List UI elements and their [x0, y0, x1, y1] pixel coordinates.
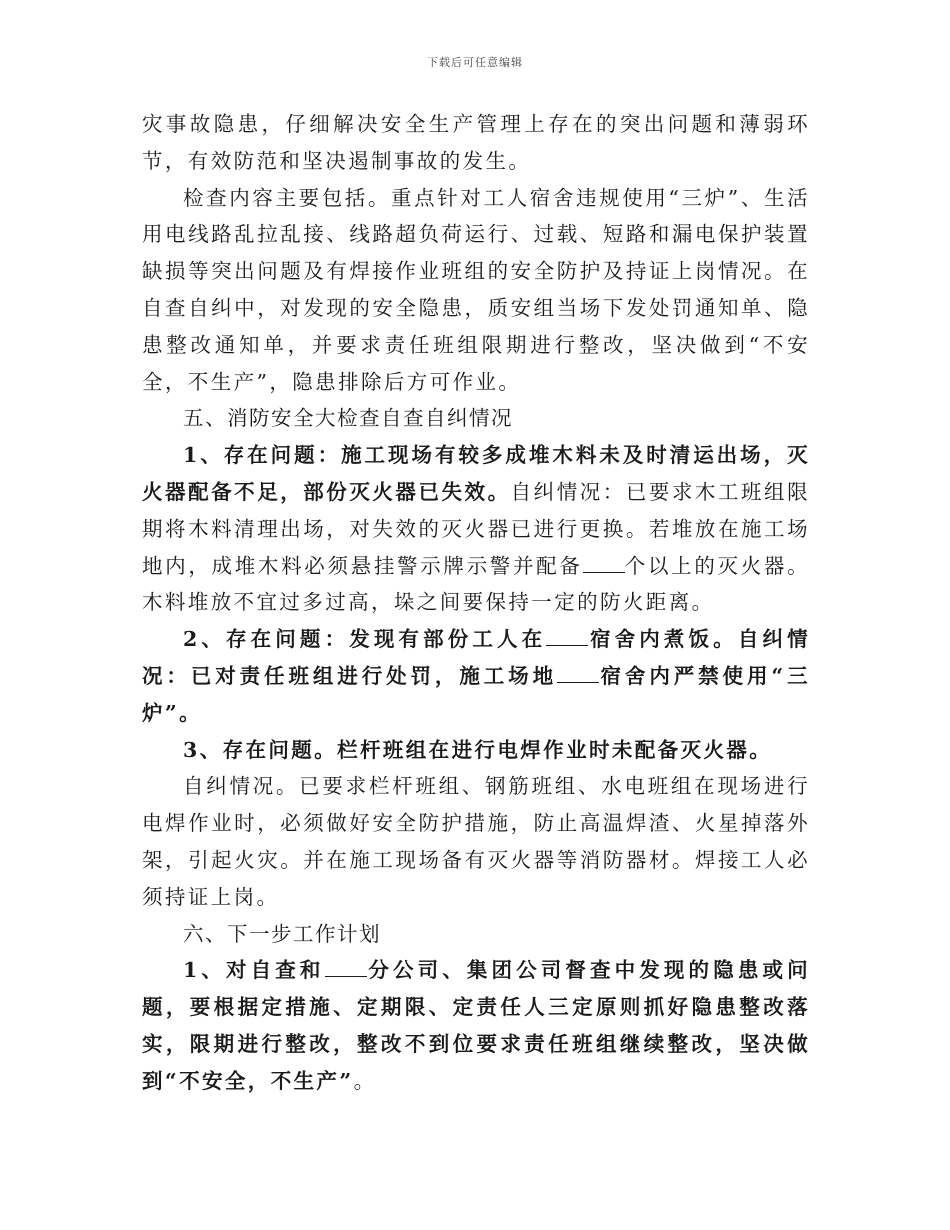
issue-item-1 [142, 437, 810, 621]
issue-item-2-part-b: 宿舍内煮饭。自纠情况：已对责任班组进行处罚，施工场地 [142, 627, 810, 688]
paragraph-continuation: 灾事故隐患，仔细解决安全生产管理上存在的突出问题和薄弱环节，有效防范和坚决遏制事故的发生。 [142, 112, 810, 173]
blank-field [583, 554, 625, 573]
section-heading-5: 五、消防安全大检查自查自纠情况 [183, 406, 513, 431]
issue-item-2 [142, 621, 810, 731]
header-note: 下载后可任意编辑 [427, 56, 523, 69]
plan-item-1-part-b: 分公司、集团公司督查中发现的隐患或问题，要根据定措施、定期限、定责任人三定原则抓好隐患整改落实，限期进行整改，整改不到位要求责任班组继续整改，坚决做到“不安全，不生产” [142, 958, 810, 1093]
blank-field [546, 627, 588, 646]
section-heading-6: 六、下一步工作计划 [183, 921, 381, 946]
issue-item-2-part-c: 宿舍内严禁使用“三炉”。 [142, 663, 810, 725]
document-body [142, 106, 810, 1100]
plan-item-1-part-a: 1、对自查和 [183, 958, 325, 983]
issue-item-3: 3、存在问题。栏杆班组在进行电焊作业时未配备灭火器。 [183, 737, 773, 762]
blank-field [325, 958, 367, 977]
blank-field [557, 664, 599, 683]
issue-item-3-fix: 自纠情况。已要求栏杆班组、钢筋班组、水电班组在现场进行电焊作业时，必须做好安全防护措施，防止高温焊渣、火星掉落外架，引起火灾。并在施工现场备有灭火器等消防器材。焊接工人必须持证上岗。 [142, 774, 810, 909]
paragraph-inspection-content: 检查内容主要包括。重点针对工人宿舍违规使用“三炉”、生活用电线路乱拉乱接、线路超负荷运行、过载、短路和漏电保护装置缺损等突出问题及有焊接作业班组的安全防护及持证上岗情况。在自查自纠中，对发现的安全隐患，质安组当场下发处罚通知单、隐患整改通知单，并要求责任班组限期进行整改，坚决做到“不安全，不生产”，隐患排除后方可作业。 [142, 185, 810, 394]
issue-item-2-part-a: 2、存在问题：发现有部份工人在 [183, 627, 547, 652]
issue-item-1-problem: 1、存在问题：施工现场有较多成堆木料未及时清运出场，灭火器配备不足，部份灭火器已失效。 [142, 443, 810, 504]
plan-item-1-part-c: 。 [353, 1068, 377, 1093]
plan-item-1 [142, 952, 810, 1099]
issue-item-1-fix-a: 自纠情况：已要求木工班组限期将木料清理出场，对失效的灭火器已进行更换。若堆放在施工场地内，成堆木料必须悬挂警示牌示警并配备 [142, 479, 810, 578]
issue-item-1-fix-b: 个以上的灭火器。木料堆放不宜过多过高，垛之间要保持一定的防火距离。 [142, 553, 810, 615]
